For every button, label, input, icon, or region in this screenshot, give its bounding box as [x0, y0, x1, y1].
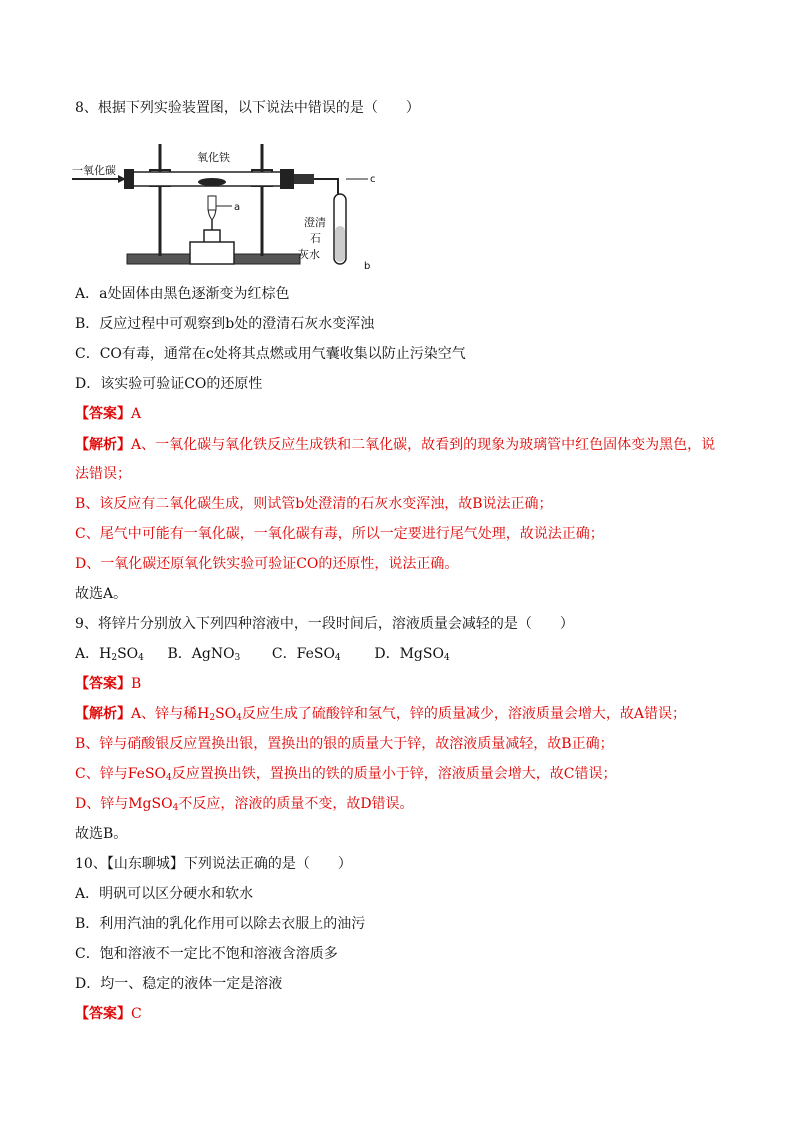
q9-options: [75, 644, 740, 664]
label-b: b: [364, 261, 371, 272]
q9-answer: [75, 674, 740, 694]
q8-option-d: D．该实验可验证CO的还原性: [75, 376, 263, 392]
fe2o3-label: 氧化铁: [197, 151, 230, 164]
q9-option-b: B．AgNO$_3$: [167, 646, 241, 663]
q9-option-d: D．MgSO$_4$: [374, 646, 450, 663]
label-a: a: [234, 202, 241, 213]
answer-tag: 【答案】: [75, 406, 131, 422]
q8-analysis-line-4: C、尾气中可能有一氧化碳，一氧化碳有毒，所以一定要进行尾气处理，故说法正确；: [75, 526, 604, 542]
q9-option-c: C．FeSO$_4$: [271, 646, 341, 663]
limewater-label-2: 石: [310, 232, 321, 245]
q8-analysis-line-2: 法错误；: [75, 466, 131, 482]
q10-option-a: A．明矾可以区分硬水和软水: [75, 886, 254, 902]
q8-analysis-line-1: [75, 435, 740, 455]
analysis-text: A、一氧化碳与氧化铁反应生成铁和二氧化碳，故看到的现象为玻璃管中红色固体变为黑色，说: [131, 437, 716, 453]
limewater-label-1: 澄清: [304, 216, 326, 229]
q9-analysis-line-4: D、锌与MgSO$_4$不反应，溶液的质量不变，故D错误。: [75, 796, 414, 813]
analysis-tag: 【解析】: [75, 706, 131, 722]
q8-answer: [75, 404, 740, 424]
q8-analysis-line-3: B、该反应有二氧化碳生成，则试管b处澄清的石灰水变浑浊，故B说法正确；: [75, 496, 553, 512]
answer-value: B: [131, 676, 142, 692]
q10-answer: [75, 1004, 740, 1024]
label-c: c: [370, 174, 376, 185]
limewater-label-3: 灰水: [298, 248, 320, 261]
answer-value: A: [131, 406, 142, 422]
answer-tag: 【答案】: [75, 1006, 131, 1022]
q9-analysis-line-2: B、锌与硝酸银反应置换出银，置换出的银的质量大于锌，故溶液质量减轻，故B正确；: [75, 736, 614, 752]
answer-tag: 【答案】: [75, 676, 131, 692]
q10-stem: 10、【山东聊城】下列说法正确的是（ ）: [75, 856, 352, 872]
q9-analysis-line-3: C、锌与FeSO$_4$反应置换出铁，置换出的铁的质量小于锌，溶液质量会增大，故C错误；: [75, 766, 617, 783]
q10-option-c: C．饱和溶液不一定比不饱和溶液含溶质多: [75, 946, 338, 962]
q8-stem: 8、根据下列实验装置图，以下说法中错误的是（ ）: [75, 100, 420, 116]
q9-stem: 9、将锌片分别放入下列四种溶液中，一段时间后，溶液质量会减轻的是（ ）: [75, 616, 574, 632]
q8-conclusion: 故选A。: [75, 586, 128, 602]
q8-option-b: B．反应过程中可观察到b处的澄清石灰水变浑浊: [75, 316, 375, 332]
q9-conclusion: 故选B。: [75, 826, 128, 842]
q9-analysis-line-1: 【解析】A、锌与稀$H_2SO_4$反应生成了硫酸锌和氢气，锌的质量减少，溶液质量会增大，故A错误；: [75, 706, 686, 723]
experiment-apparatus-figure: [72, 134, 392, 274]
q9-option-a: A．$H_2SO_4$: [75, 646, 144, 663]
analysis-tag: 【解析】: [75, 437, 131, 453]
q8-option-c: C．CO有毒，通常在c处将其点燃或用气囊收集以防止污染空气: [75, 346, 466, 362]
q10-option-b: B．利用汽油的乳化作用可以除去衣服上的油污: [75, 916, 366, 932]
co-label: 一氧化碳: [72, 164, 116, 177]
answer-value: C: [131, 1006, 142, 1022]
q8-option-a: A．a处固体由黑色逐渐变为红棕色: [75, 286, 290, 302]
q10-option-d: D．均一、稳定的液体一定是溶液: [75, 976, 283, 992]
q8-analysis-line-5: D、一氧化碳还原氧化铁实验可验证CO的还原性，说法正确。: [75, 556, 459, 572]
